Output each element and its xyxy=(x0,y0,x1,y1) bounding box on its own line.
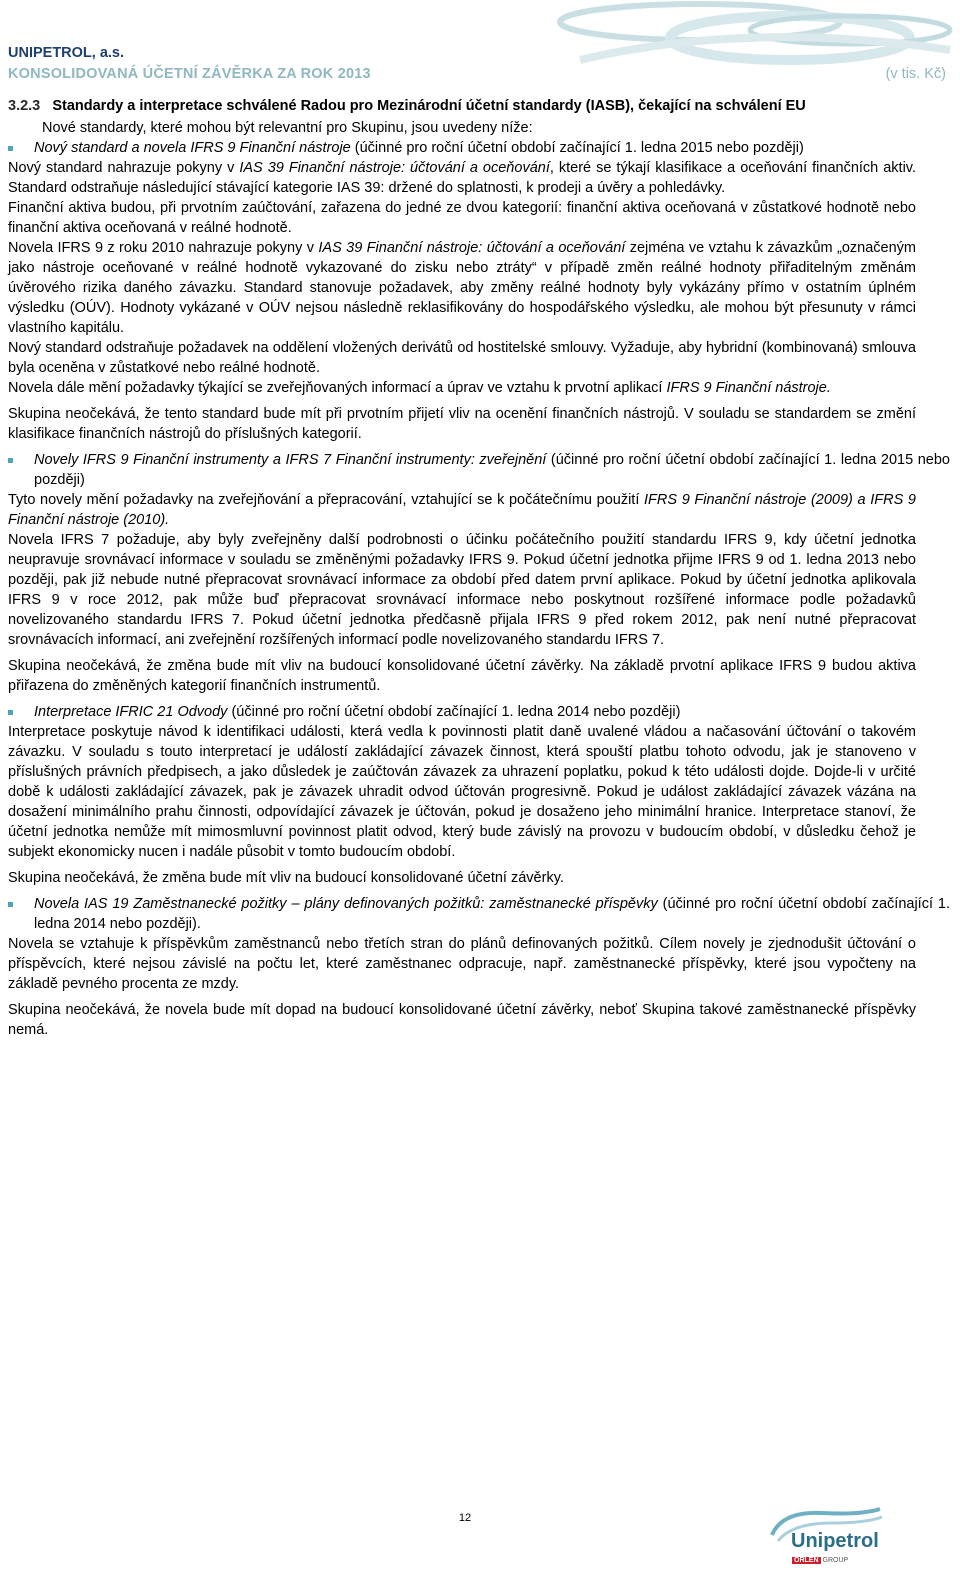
paragraph-text: Tyto novely mění požadavky na zveřejňování a přepracování, vztahující se k počátečnímu použití xyxy=(8,492,645,508)
paragraph-text: Nový standard nahrazuje pokyny v xyxy=(8,160,240,176)
paragraph-text: Finanční aktiva budou, při prvotním zaúčtování, zařazena do jedné ze dvou kategorií: finanční aktiva oceňovaná v zůstatkové hodnotě nebo finanční aktiva oceňovaná v reálné hodnotě. xyxy=(8,200,916,236)
document-body xyxy=(0,96,960,1046)
standard-paragraph xyxy=(8,158,916,198)
units-label: (v tis. Kč) xyxy=(885,66,946,82)
standard-effective-date: (účinné pro roční účetní období začínající 1. ledna 2014 nebo později) xyxy=(227,704,681,720)
standard-paragraph xyxy=(8,934,916,994)
standards-list xyxy=(0,138,960,1046)
standard-item-heading xyxy=(34,138,950,158)
paragraph-italic-text: IAS 39 Finanční nástroje: účtování a oceňování xyxy=(318,240,626,256)
standard-effective-date: (účinné pro roční účetní období začínající 1. ledna 2015 nebo později) xyxy=(350,140,804,156)
paragraph-text: Nový standard odstraňuje požadavek na oddělení vložených derivátů od hostitelské smlouvy. Vyžaduje, aby hybridní (kombinovaná) smlouva byla oceněna v zůstatkové nebo reálné hodnotě. xyxy=(8,340,916,376)
paragraph-text: Skupina neočekává, že novela bude mít dopad na budoucí konsolidované účetní závěrky, neboť Skupina takové zaměstnanecké příspěvky nemá. xyxy=(8,1002,916,1038)
standard-item-heading xyxy=(34,450,950,490)
standard-name: Novela IAS 19 Zaměstnanecké požitky – plány definovaných požitků: zaměstnanecké příspěvky xyxy=(34,896,658,912)
orlen-group-text: GROUP xyxy=(822,1557,849,1564)
standard-paragraph xyxy=(8,378,916,398)
bullet-icon xyxy=(8,902,13,907)
paragraph-text: , které se týkají klasifikace a oceňování finančních aktiv. Standard odstraňuje následující stávající kategorie IAS 39: držené do splatnosti, k prodeji a úvěry a pohledávky. xyxy=(8,160,916,196)
standard-paragraph xyxy=(8,490,916,530)
paragraph-text: Skupina neočekává, že změna bude mít vliv na budoucí konsolidované účetní závěrky. Na základě prvotní aplikace IFRS 9 budou aktiva přiřazena do změněných kategorií finančních instrumentů. xyxy=(8,658,916,694)
paragraph-text: Skupina neočekává, že změna bude mít vliv na budoucí konsolidované účetní závěrky. xyxy=(8,870,564,886)
standard-paragraph xyxy=(8,404,916,444)
company-name: UNIPETROL, a.s. xyxy=(8,45,125,61)
standard-paragraph xyxy=(8,1000,916,1040)
paragraph-text: Skupina neočekává, že tento standard bude mít při prvotním přijetí vliv na ocenění finančních nástrojů. V souladu se standardem se změní klasifikace finančních nástrojů do příslušných kategorií. xyxy=(8,406,916,442)
paragraph-text: Novela IFRS 9 z roku 2010 nahrazuje pokyny v xyxy=(8,240,319,256)
standard-name: Interpretace IFRIC 21 Odvody xyxy=(34,704,228,720)
logo-brand-text: Unipetrol xyxy=(791,1530,879,1552)
paragraph-italic-text: IFRS 9 Finanční nástroje. xyxy=(666,380,831,396)
bullet-icon xyxy=(8,146,13,151)
orlen-box: ORLEN xyxy=(794,1557,819,1564)
section-heading xyxy=(8,96,960,116)
standard-paragraph xyxy=(8,530,916,650)
standard-item-heading xyxy=(34,894,950,934)
paragraph-text: Novela IFRS 7 požaduje, aby byly zveřejněny další podrobnosti o účinku počátečního použití standardu IFRS 9, kdy účetní jednotka neupravuje srovnávací informace v souladu se změněnými požadavky IFRS 9. Pokud účetní jednotka přijme IFRS 9 od 1. ledna 2013 nebo později, pak již nebude nutné přepracovat srovnávací informace za období před datem první aplikace. Pokud by účetní jednotka aplikovala IFRS 9 v roce 2012, pak může buď přepracovat srovnávací informace nebo poskytnout rozšířené informace podle požadavků novelizovaného standardu IFRS 7. Pokud účetní jednotka předčasně přijala IFRS 9 před rokem 2012, pak není nutné přepracovat srovnávacích informací, ani zveřejnění rozšířených informací podle novelizovaného standardu IFRS 7. xyxy=(8,532,916,648)
section-title: Standardy a interpretace schválené Radou pro Mezinárodní účetní standardy (IASB), čekající na schválení EU xyxy=(52,98,806,114)
intro-paragraph: Nové standardy, které mohou být relevantní pro Skupinu, jsou uvedeny níže: xyxy=(42,120,533,136)
standard-name: Novely IFRS 9 Finanční instrumenty a IFRS 7 Finanční instrumenty: zveřejnění xyxy=(34,452,547,468)
section-number: 3.2.3 xyxy=(8,98,41,114)
paragraph-italic-text: IAS 39 Finanční nástroje: účtování a oceňování xyxy=(239,160,550,176)
paragraph-text: Novela se vztahuje k příspěvkům zaměstnanců nebo třetích stran do plánů definovaných požitků. Cílem novely je zjednodušit účtování o příspěvcích, které nejsou závislé na počtu let, které zaměstnanec odpracuje, např. zaměstnanecké příspěvky, které jsou vypočteny na základě pevného procenta ze mzdy. xyxy=(8,936,916,992)
page-number: 12 xyxy=(458,1512,472,1524)
standard-effective-date: (účinné pro roční účetní období začínající 1. ledna 2015 nebo později) xyxy=(34,452,950,488)
standard-item-heading xyxy=(34,702,950,722)
standard-paragraph xyxy=(8,656,916,696)
bullet-icon xyxy=(8,458,13,463)
standard-paragraph xyxy=(8,198,916,238)
standard-name: Nový standard a novela IFRS 9 Finanční nástroje xyxy=(34,140,351,156)
paragraph-italic-text: IFRS 9 Finanční nástroje (2009) a IFRS 9 Finanční nástroje (2010). xyxy=(8,492,916,528)
standard-paragraph xyxy=(8,722,916,862)
standard-effective-date: (účinné pro roční účetní období začínající 1. ledna 2014 nebo později). xyxy=(34,896,950,932)
paragraph-text: Novela dále mění požadavky týkající se zveřejňovaných informací a úprav ve vztahu k prvotní aplikací xyxy=(8,380,667,396)
paragraph-text: Interpretace poskytuje návod k identifikaci události, která vedla k povinnosti platit daně uvalené vládou a načasování účtování o takovém závazku. V souladu s touto interpretací je událostí zakládající závazek činnost, která spouští platbu tohoto odvodu, jak je stanoveno v příslušných právních předpisech, a jako důsledek je zaúčtován závazek za uhrazení poplatku, pokud k této události dojde. Dojde-li v určité době k události zakládající závazek, pak je závazek uhradit odvod účtován progresivně. Pokud je událost zakládající závazek vázána na dosažení minimálního prahu činnosti, odpovídající závazek je účtován, pokud je dosaženo jeho minimální hranice. Interpretace stanoví, že účetní jednotka nemůže mít mimosmluvní povinnost platit odvod, který bude závislý na provozu v budoucím období, v důsledku čehož je subjekt ekonomicky nucen i nadále působit v tomto budoucím období. xyxy=(8,724,916,860)
standard-paragraph xyxy=(8,338,916,378)
standard-paragraph xyxy=(8,868,916,888)
report-title: KONSOLIDOVANÁ ÚČETNÍ ZÁVĚRKA ZA ROK 2013 xyxy=(8,66,371,82)
unipetrol-logo xyxy=(762,1505,890,1575)
orlen-group-label xyxy=(792,1557,848,1564)
paragraph-text: zejména ve vztahu k závazkům „označeným jako nástroje oceňované v reálné hodnotě vykazované do zisku nebo ztráty“ v případě změn reálné hodnoty přiřaditelným změnám úvěrového rizika daného závazku. Standard stanovuje požadavek, aby změny reálné hodnoty byly vykázány přímo v ostatním úplném výsledku (OÚV). Hodnoty vykázané v OÚV nejsou následně reklasifikovány do hospodářského výsledku, ale mohou být přesunuty v rámci vlastního kapitálu. xyxy=(8,240,917,336)
standard-paragraph xyxy=(8,238,916,338)
item-spacer xyxy=(0,1040,960,1046)
bullet-icon xyxy=(8,710,13,715)
